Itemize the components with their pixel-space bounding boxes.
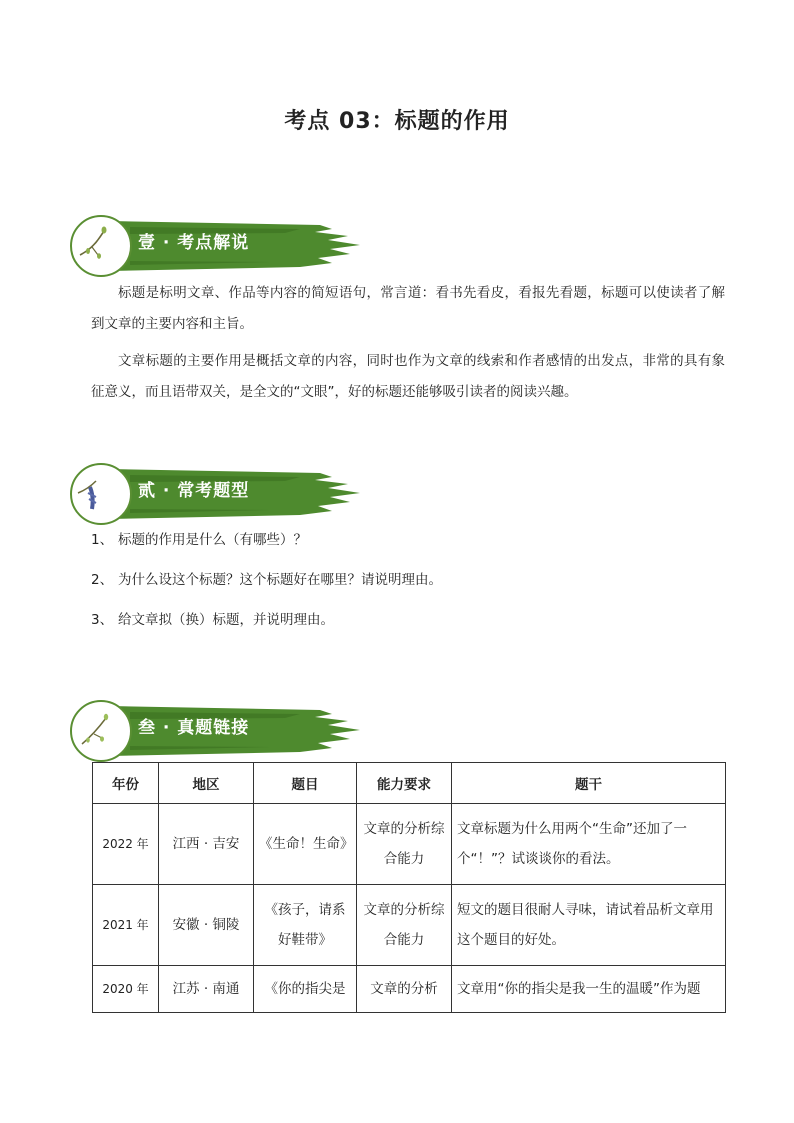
table-row xyxy=(93,885,726,966)
column-header: 题干 xyxy=(452,763,726,804)
section-heading: 贰 · 常考题型 xyxy=(138,481,250,501)
cell-year: 2021 年 xyxy=(93,885,159,966)
section-heading: 叁 · 真题链接 xyxy=(138,718,250,738)
column-header: 题目 xyxy=(254,763,357,804)
question-list xyxy=(91,530,725,650)
question-text: 标题的作用是什么（有哪些）？ xyxy=(118,532,307,548)
cell-region: 江西 · 吉安 xyxy=(159,804,254,885)
cell-stem: 文章标题为什么用两个“生命”还加了一个“！”？试谈谈你的看法。 xyxy=(452,804,726,885)
question-number: 2、 xyxy=(91,572,114,588)
column-header: 地区 xyxy=(159,763,254,804)
section-banner-question-types xyxy=(70,463,360,525)
list-item xyxy=(91,570,725,610)
explain-paragraph-2: 文章标题的主要作用是概括文章的内容，同时也作为文章的线索和作者感情的出发点，非常的具有象征意义，而且语带双关，是全文的“文眼”，好的标题还能够吸引读者的阅读兴趣。 xyxy=(91,353,725,400)
exam-table xyxy=(92,762,726,1013)
cell-ability: 文章的分析 xyxy=(357,966,452,1013)
cell-region: 安徽 · 铜陵 xyxy=(159,885,254,966)
section-heading: 壹 · 考点解说 xyxy=(138,233,250,253)
question-text: 给文章拟（换）标题，并说明理由。 xyxy=(118,612,334,628)
cell-topic: 《你的指尖是 xyxy=(254,966,357,1013)
table-row xyxy=(93,804,726,885)
section-banner-explain xyxy=(70,215,360,277)
list-item xyxy=(91,610,725,650)
table-header-row xyxy=(93,763,726,804)
cell-topic: 《生命！生命》 xyxy=(254,804,357,885)
cell-stem: 短文的题目很耐人寻味，请试着品析文章用这个题目的好处。 xyxy=(452,885,726,966)
table-row xyxy=(93,966,726,1013)
cell-year: 2022 年 xyxy=(93,804,159,885)
explain-paragraph-1: 标题是标明文章、作品等内容的简短语句，常言道：看书先看皮，看报先看题，标题可以使读者了解到文章的主要内容和主旨。 xyxy=(91,285,725,332)
cell-topic: 《孩子，请系好鞋带》 xyxy=(254,885,357,966)
column-header: 年份 xyxy=(93,763,159,804)
cell-region: 江苏 · 南通 xyxy=(159,966,254,1013)
cell-year: 2020 年 xyxy=(93,966,159,1013)
column-header: 能力要求 xyxy=(357,763,452,804)
page-title: 考点 03：标题的作用 xyxy=(284,109,510,134)
section-banner-real-exams xyxy=(70,700,360,762)
question-number: 3、 xyxy=(91,612,114,628)
cell-stem: 文章用“你的指尖是我一生的温暖”作为题 xyxy=(452,966,726,1013)
question-text: 为什么设这个标题？这个标题好在哪里？请说明理由。 xyxy=(118,572,442,588)
list-item xyxy=(91,530,725,570)
question-number: 1、 xyxy=(91,532,114,548)
cell-ability: 文章的分析综合能力 xyxy=(357,885,452,966)
cell-ability: 文章的分析综合能力 xyxy=(357,804,452,885)
